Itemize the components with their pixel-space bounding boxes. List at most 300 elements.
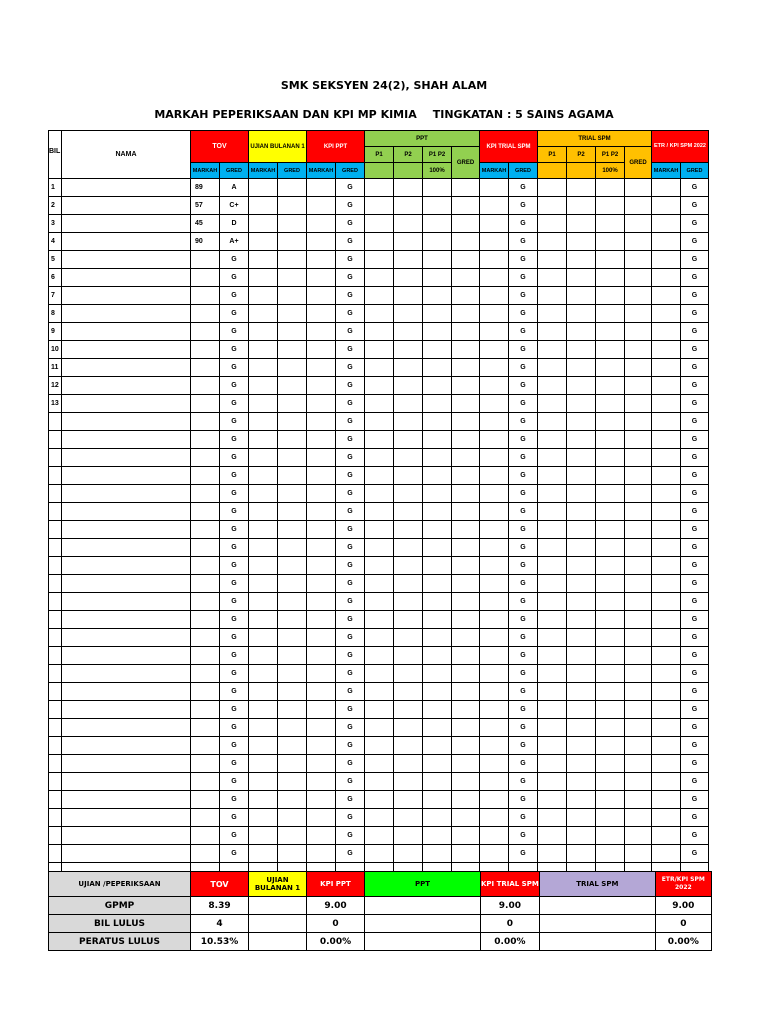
etr-gred-cell: G: [681, 359, 709, 377]
ppt-p1-cell: [365, 809, 394, 827]
ppt-gred-cell: [452, 305, 480, 323]
ujian-markah-cell: [249, 449, 278, 467]
ppt-p1p2-cell: [423, 215, 452, 233]
etr-markah-cell: [652, 413, 681, 431]
etr-markah-header: MARKAH: [652, 163, 681, 179]
tov-markah-cell: 89: [191, 179, 220, 197]
kpi-trial-markah-cell: [480, 629, 509, 647]
ujian-gred-header: GRED: [278, 163, 307, 179]
table-row: [49, 557, 709, 575]
etr-gred-cell: G: [681, 809, 709, 827]
etr-gred-cell: G: [681, 377, 709, 395]
trial-p1-header: P1: [538, 147, 567, 163]
summary-trial-value: [539, 897, 655, 915]
trial-p1p2-cell: [596, 791, 625, 809]
ujian-gred-cell: [278, 197, 307, 215]
etr-gred-cell: G: [681, 575, 709, 593]
tov-gred-cell: G: [220, 341, 249, 359]
ppt-p1p2-cell: [423, 755, 452, 773]
etr-markah-cell: [652, 305, 681, 323]
etr-gred-cell: G: [681, 197, 709, 215]
kpi-trial-gred-cell: G: [509, 593, 538, 611]
nama-cell: [62, 485, 191, 503]
kpi-ppt-markah-cell: [307, 197, 336, 215]
tov-markah-cell: [191, 719, 220, 737]
ujian-markah-cell: [249, 809, 278, 827]
ujian-gred-cell: [278, 521, 307, 539]
kpi-trial-markah-cell: [480, 611, 509, 629]
nama-cell: [62, 233, 191, 251]
ppt-gred-cell: [452, 215, 480, 233]
ujian-markah-cell: [249, 215, 278, 233]
kpi-trial-gred-cell: G: [509, 557, 538, 575]
student-rows: [49, 179, 709, 873]
trial-p2-cell: [567, 809, 596, 827]
ppt-p2-cell: [394, 665, 423, 683]
etr-gred-cell: G: [681, 827, 709, 845]
ujian-markah-cell: [249, 791, 278, 809]
kpi-ppt-markah-cell: [307, 251, 336, 269]
table-row: [49, 719, 709, 737]
kpi-ppt-markah-cell: [307, 791, 336, 809]
summary-ppt-header: PPT: [365, 872, 481, 897]
tov-markah-cell: [191, 323, 220, 341]
school-title: SMK SEKSYEN 24(2), SHAH ALAM: [280, 79, 488, 92]
trial-p1-cell: [538, 179, 567, 197]
table-row: [49, 611, 709, 629]
ppt-p1-cell: [365, 557, 394, 575]
summary-ujian-value: [249, 933, 307, 951]
table-row: [49, 701, 709, 719]
kpi-ppt-gred-cell: G: [336, 305, 365, 323]
tov-markah-cell: [191, 665, 220, 683]
ppt-p1p2-cell: [423, 539, 452, 557]
trial-gred-cell: [625, 467, 652, 485]
trial-p1p2-cell: [596, 431, 625, 449]
ppt-p1p2-cell: [423, 449, 452, 467]
trial-p1-cell: [538, 737, 567, 755]
kpi-trial-markah-cell: [480, 845, 509, 863]
trial-p1-cell: [538, 431, 567, 449]
tov-markah-cell: [191, 683, 220, 701]
etr-gred-cell: G: [681, 611, 709, 629]
etr-markah-cell: [652, 629, 681, 647]
kpi-ppt-markah-cell: [307, 233, 336, 251]
trial-gred-cell: [625, 629, 652, 647]
ppt-p1-cell: [365, 287, 394, 305]
nama-cell: [62, 179, 191, 197]
table-row: [49, 395, 709, 413]
etr-gred-cell: G: [681, 683, 709, 701]
tov-gred-cell: G: [220, 611, 249, 629]
kpi-ppt-markah-cell: [307, 323, 336, 341]
table-row: [49, 305, 709, 323]
nama-cell: [62, 611, 191, 629]
summary-kpi-trial-header: KPI TRIAL SPM: [481, 872, 540, 897]
ujian-markah-cell: [249, 305, 278, 323]
etr-gred-cell: G: [681, 305, 709, 323]
summary-kpi-ppt-header: KPI PPT: [307, 872, 365, 897]
kpi-ppt-gred-cell: G: [336, 413, 365, 431]
ppt-p1-cell: [365, 323, 394, 341]
ujian-gred-cell: [278, 485, 307, 503]
trial-p1p2-cell: [596, 611, 625, 629]
kpi-ppt-gred-header: GRED: [336, 163, 365, 179]
kpi-ppt-markah-cell: [307, 431, 336, 449]
kpi-trial-markah-cell: [480, 503, 509, 521]
trial-gred-cell: [625, 215, 652, 233]
trial-p1p2-cell: [596, 647, 625, 665]
kpi-ppt-gred-cell: G: [336, 359, 365, 377]
tov-markah-cell: [191, 359, 220, 377]
bil-cell: [49, 791, 62, 809]
tov-markah-cell: [191, 791, 220, 809]
table-row: [49, 629, 709, 647]
etr-markah-cell: [652, 431, 681, 449]
bil-cell: [49, 467, 62, 485]
trial-p1p2-cell: [596, 557, 625, 575]
ppt-gred-cell: [452, 791, 480, 809]
trial-p2-cell: [567, 755, 596, 773]
summary-ppt-value: [365, 897, 481, 915]
kpi-ppt-markah-cell: [307, 629, 336, 647]
ppt-p1p2-cell: [423, 701, 452, 719]
ppt-p1p2-cell: [423, 665, 452, 683]
ppt-p2-cell: [394, 683, 423, 701]
trial-p2-cell: [567, 773, 596, 791]
trial-p1p2-cell: [596, 827, 625, 845]
ujian-gred-cell: [278, 539, 307, 557]
kpi-ppt-markah-cell: [307, 395, 336, 413]
nama-cell: [62, 791, 191, 809]
summary-row: [49, 897, 712, 915]
ppt-gred-cell: [452, 413, 480, 431]
ppt-p1p2-cell: [423, 377, 452, 395]
trial-p1-cell: [538, 629, 567, 647]
kpi-trial-markah-cell: [480, 827, 509, 845]
kpi-trial-gred-cell: G: [509, 719, 538, 737]
ppt-p1p2-header: P1 P2: [423, 147, 452, 163]
trial-p1-cell: [538, 827, 567, 845]
etr-markah-cell: [652, 485, 681, 503]
bil-cell: [49, 683, 62, 701]
ppt-p1-cell: [365, 683, 394, 701]
trial-p2-cell: [567, 359, 596, 377]
summary-kpi-trial-value: 0.00%: [481, 933, 540, 951]
nama-cell: [62, 701, 191, 719]
tov-gred-cell: G: [220, 557, 249, 575]
trial-p2-cell: [567, 341, 596, 359]
trial-p1p2-cell: [596, 539, 625, 557]
ujian-gred-cell: [278, 737, 307, 755]
nama-cell: [62, 593, 191, 611]
ppt-p2-cell: [394, 431, 423, 449]
kpi-trial-markah-cell: [480, 755, 509, 773]
ujian-markah-cell: [249, 701, 278, 719]
ppt-p1-cell: [365, 197, 394, 215]
summary-row: [49, 933, 712, 951]
bil-label: BIL: [49, 148, 61, 155]
ppt-p1-cell: [365, 431, 394, 449]
ppt-p1p2-cell: [423, 179, 452, 197]
tov-gred-cell: G: [220, 773, 249, 791]
etr-gred-cell: G: [681, 701, 709, 719]
table-row: [49, 845, 709, 863]
ppt-p1-cell: [365, 575, 394, 593]
etr-markah-cell: [652, 503, 681, 521]
trial-p1-cell: [538, 467, 567, 485]
ppt-gred-cell: [452, 683, 480, 701]
table-row: [49, 503, 709, 521]
ppt-p2-cell: [394, 755, 423, 773]
ppt-p1-cell: [365, 647, 394, 665]
trial-p2-cell: [567, 539, 596, 557]
kpi-ppt-markah-cell: [307, 305, 336, 323]
kpi-ppt-gred-cell: G: [336, 395, 365, 413]
tov-gred-cell: G: [220, 539, 249, 557]
ppt-p2-cell: [394, 251, 423, 269]
kpi-ppt-gred-cell: G: [336, 287, 365, 305]
ujian-markah-header: MARKAH: [249, 163, 278, 179]
kpi-ppt-gred-cell: G: [336, 665, 365, 683]
ppt-gred-cell: [452, 701, 480, 719]
ujian-markah-cell: [249, 737, 278, 755]
trial-p2-cell: [567, 305, 596, 323]
kpi-ppt-gred-cell: G: [336, 701, 365, 719]
kpi-trial-gred-cell: G: [509, 611, 538, 629]
kpi-ppt-gred-cell: G: [336, 179, 365, 197]
trial-gred-cell: [625, 647, 652, 665]
kpi-trial-markah-cell: [480, 773, 509, 791]
bil-cell: [49, 755, 62, 773]
trial-p1-cell: [538, 755, 567, 773]
kpi-trial-gred-cell: G: [509, 341, 538, 359]
ppt-gred-cell: [452, 485, 480, 503]
kpi-ppt-gred-cell: G: [336, 737, 365, 755]
table-row: [49, 539, 709, 557]
table-row: [49, 197, 709, 215]
ppt-p2-cell: [394, 215, 423, 233]
summary-tov-value: 8.39: [191, 897, 249, 915]
table-row: [49, 431, 709, 449]
ppt-p1p2-cell: [423, 557, 452, 575]
bil-cell: [49, 629, 62, 647]
etr-gred-cell: G: [681, 395, 709, 413]
ujian-markah-cell: [249, 467, 278, 485]
kpi-ppt-markah-cell: [307, 179, 336, 197]
etr-gred-cell: G: [681, 629, 709, 647]
trial-p2-cell: [567, 431, 596, 449]
trial-p1p2-cell: [596, 809, 625, 827]
nama-cell: [62, 467, 191, 485]
nama-cell: [62, 845, 191, 863]
trial-gred-cell: [625, 593, 652, 611]
kpi-ppt-markah-cell: [307, 557, 336, 575]
kpi-ppt-markah-cell: [307, 665, 336, 683]
kpi-trial-gred-cell: G: [509, 233, 538, 251]
ppt-p1p2-cell: [423, 485, 452, 503]
ppt-p1-cell: [365, 719, 394, 737]
kpi-trial-markah-cell: [480, 665, 509, 683]
trial-p1p2-cell: [596, 719, 625, 737]
ujian-gred-cell: [278, 287, 307, 305]
table-row: [49, 737, 709, 755]
table-row: [49, 269, 709, 287]
summary-etr-value: 0: [655, 915, 711, 933]
trial-p1p2-cell: [596, 575, 625, 593]
trial-p2-cell: [567, 683, 596, 701]
kpi-trial-markah-cell: [480, 467, 509, 485]
trial-p1-cell: [538, 845, 567, 863]
ppt-p1p2-cell: [423, 395, 452, 413]
nama-cell: [62, 431, 191, 449]
ppt-p1-cell: [365, 215, 394, 233]
etr-gred-cell: G: [681, 755, 709, 773]
kpi-trial-gred-cell: G: [509, 809, 538, 827]
trial-p1-cell: [538, 197, 567, 215]
ujian-markah-cell: [249, 521, 278, 539]
bil-cell: [49, 575, 62, 593]
trial-p1p2-header: P1 P2: [596, 147, 625, 163]
etr-markah-cell: [652, 539, 681, 557]
trial-p1p2-cell: [596, 665, 625, 683]
summary-rows: [49, 897, 712, 951]
kpi-trial-gred-cell: G: [509, 269, 538, 287]
nama-cell: [62, 683, 191, 701]
trial-p1-cell: [538, 305, 567, 323]
trial-p2-cell: [567, 233, 596, 251]
ppt-p1p2-cell: [423, 737, 452, 755]
ujian-gred-cell: [278, 251, 307, 269]
nama-cell: [62, 827, 191, 845]
table-row: [49, 215, 709, 233]
ujian-gred-cell: [278, 647, 307, 665]
trial-gred-cell: [625, 395, 652, 413]
tov-gred-cell: G: [220, 683, 249, 701]
trial-gred-cell: [625, 701, 652, 719]
tov-gred-cell: G: [220, 251, 249, 269]
ppt-p2-cell: [394, 197, 423, 215]
summary-ujian-value: [249, 915, 307, 933]
ujian-markah-cell: [249, 719, 278, 737]
kpi-ppt-gred-cell: G: [336, 233, 365, 251]
trial-p1p2-cell: [596, 413, 625, 431]
trial-gred-cell: [625, 305, 652, 323]
ppt-p1-cell: [365, 179, 394, 197]
kpi-trial-gred-cell: G: [509, 539, 538, 557]
etr-markah-cell: [652, 179, 681, 197]
kpi-trial-markah-cell: [480, 251, 509, 269]
trial-p1-cell: [538, 287, 567, 305]
kpi-ppt-markah-cell: [307, 449, 336, 467]
trial-p1-cell: [538, 413, 567, 431]
ujian-gred-cell: [278, 827, 307, 845]
bil-cell: 13: [49, 395, 62, 413]
tov-gred-cell: G: [220, 593, 249, 611]
ppt-p1p2-cell: [423, 827, 452, 845]
etr-gred-cell: G: [681, 539, 709, 557]
ppt-gred-cell: [452, 665, 480, 683]
nama-cell: [62, 773, 191, 791]
ppt-p1-cell: [365, 629, 394, 647]
ujian-gred-cell: [278, 575, 307, 593]
summary-table: [48, 871, 712, 951]
trial-p1p2-cell: [596, 503, 625, 521]
table-row: [49, 485, 709, 503]
kpi-ppt-markah-cell: [307, 539, 336, 557]
kpi-ppt-gred-cell: G: [336, 269, 365, 287]
ujian-gred-cell: [278, 413, 307, 431]
trial-gred-cell: [625, 503, 652, 521]
trial-p2-cell: [567, 845, 596, 863]
ppt-p1p2-cell: [423, 521, 452, 539]
tov-markah-cell: [191, 773, 220, 791]
tov-markah-cell: [191, 485, 220, 503]
etr-markah-cell: [652, 701, 681, 719]
ujian-gred-cell: [278, 341, 307, 359]
tov-markah-cell: [191, 503, 220, 521]
bil-cell: [49, 701, 62, 719]
kpi-ppt-markah-cell: [307, 845, 336, 863]
etr-gred-cell: G: [681, 269, 709, 287]
kpi-trial-markah-cell: [480, 413, 509, 431]
ujian-markah-cell: [249, 485, 278, 503]
nama-cell: [62, 647, 191, 665]
ppt-p1p2-cell: [423, 269, 452, 287]
trial-gred-cell: [625, 719, 652, 737]
kpi-trial-markah-cell: [480, 701, 509, 719]
kpi-ppt-markah-cell: [307, 827, 336, 845]
bil-cell: [49, 593, 62, 611]
tov-markah-cell: [191, 755, 220, 773]
ppt-gred-cell: [452, 269, 480, 287]
ppt-p1p2-cell: [423, 845, 452, 863]
tov-gred-cell: A: [220, 179, 249, 197]
summary-kpi-ppt-value: 0: [307, 915, 365, 933]
kpi-trial-markah-cell: [480, 485, 509, 503]
etr-gred-cell: G: [681, 467, 709, 485]
kpi-ppt-gred-cell: G: [336, 611, 365, 629]
ppt-pct-header: 100%: [423, 163, 452, 179]
kpi-ppt-markah-cell: [307, 737, 336, 755]
kpi-trial-gred-cell: G: [509, 629, 538, 647]
ujian-gred-cell: [278, 683, 307, 701]
kpi-trial-gred-cell: G: [509, 845, 538, 863]
kpi-trial-gred-cell: G: [509, 737, 538, 755]
kpi-ppt-gred-cell: G: [336, 629, 365, 647]
trial-p2-cell: [567, 197, 596, 215]
ppt-p1p2-cell: [423, 647, 452, 665]
kpi-ppt-markah-cell: [307, 269, 336, 287]
ppt-gred-cell: [452, 755, 480, 773]
kpi-trial-markah-cell: [480, 305, 509, 323]
kpi-ppt-markah-cell: [307, 485, 336, 503]
trial-p1-cell: [538, 557, 567, 575]
etr-markah-cell: [652, 557, 681, 575]
kpi-trial-gred-cell: G: [509, 395, 538, 413]
trial-gred-cell: [625, 755, 652, 773]
tov-gred-cell: G: [220, 701, 249, 719]
ppt-p1-cell: [365, 593, 394, 611]
ppt-p2-cell: [394, 521, 423, 539]
tov-markah-cell: [191, 449, 220, 467]
table-row: [49, 179, 709, 197]
nama-header: NAMA: [62, 131, 191, 179]
etr-gred-cell: G: [681, 593, 709, 611]
kpi-ppt-gred-cell: G: [336, 593, 365, 611]
bil-cell: 7: [49, 287, 62, 305]
kpi-ppt-gred-cell: G: [336, 647, 365, 665]
